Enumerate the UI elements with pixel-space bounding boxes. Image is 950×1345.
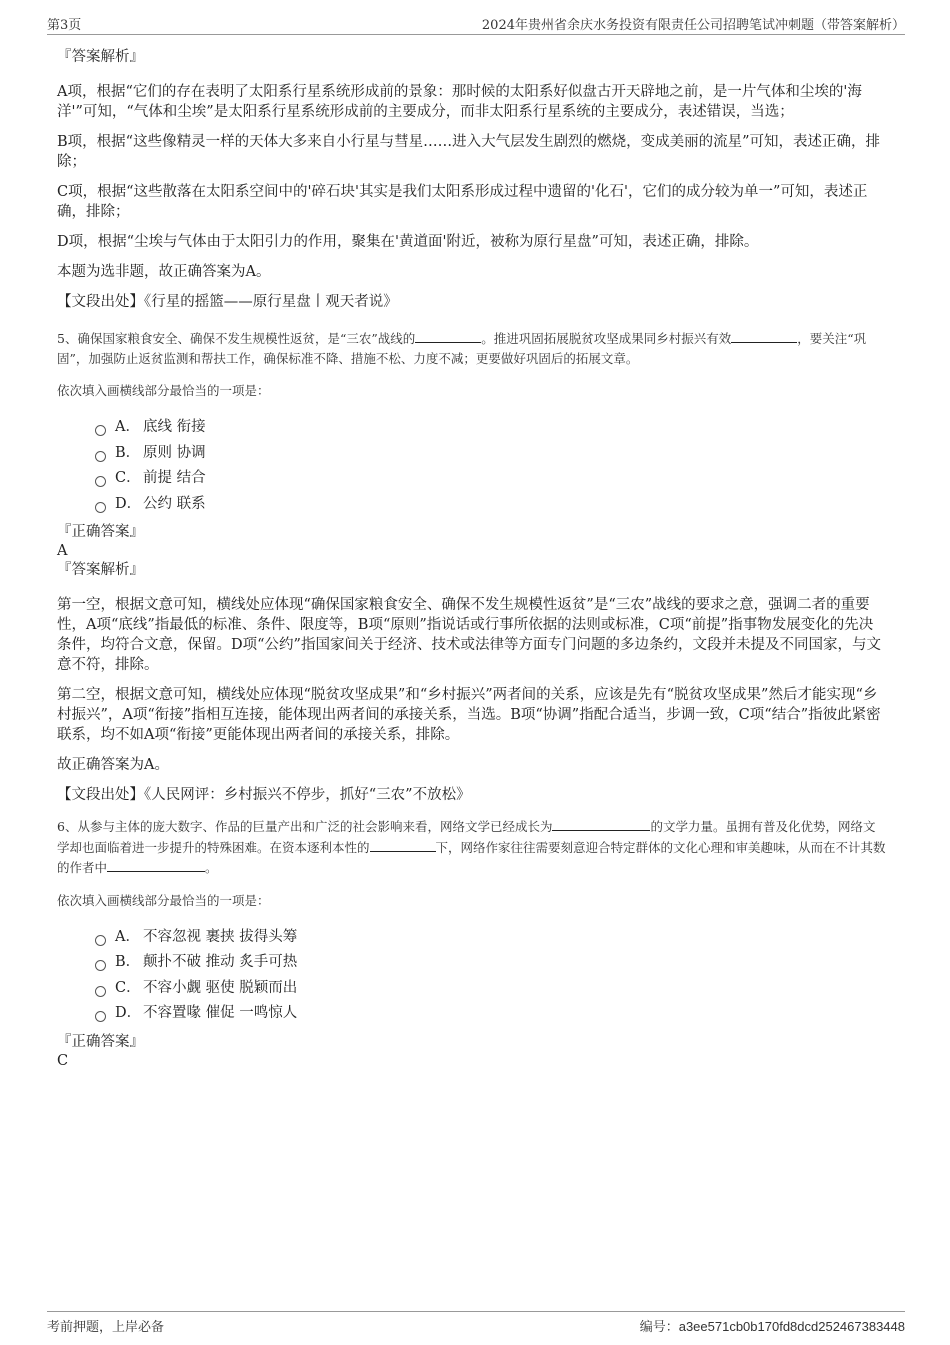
q5-options: [57, 415, 887, 517]
radio-icon[interactable]: [95, 986, 106, 997]
q6-answer-tag: 『正确答案』: [57, 1033, 144, 1050]
q6-options: [57, 925, 887, 1027]
q5-analysis-tag: 『答案解析』: [57, 562, 144, 578]
q6-blank-2: [370, 838, 436, 852]
page-number: 第3页: [47, 18, 82, 33]
q5-option-c[interactable]: C． 前提 结合: [95, 466, 887, 492]
page-header: [47, 14, 905, 35]
q6-option-a[interactable]: A． 不容忽视 裹挟 拔得头筹: [95, 925, 887, 951]
q6-prompt: 依次填入画横线部分最恰当的一项是：: [57, 892, 270, 908]
radio-icon[interactable]: [95, 1011, 106, 1022]
q4-analysis-d: D项，根据“尘埃与气体由于太阳引力的作用，聚集在'黄道面'附近，被称为原行星盘”可知，表述正确，排除。: [57, 234, 759, 250]
radio-icon[interactable]: [95, 502, 106, 513]
q4-analysis-b: B项，根据“这些像精灵一样的天体大多来自小行星与彗星……进入大气层发生剧烈的燃烧，变成美丽的流星”可知，表述正确，排除；: [57, 134, 880, 170]
q4-analysis-tag: 『答案解析』: [57, 49, 144, 65]
q6-answer: C: [57, 1052, 69, 1069]
q5-prompt: 依次填入画横线部分最恰当的一项是：: [57, 383, 270, 398]
q5-option-d[interactable]: D． 公约 联系: [95, 492, 887, 518]
radio-icon[interactable]: [95, 476, 106, 487]
q5-conclusion: 故正确答案为A。: [57, 757, 169, 773]
q5-blank-2: [731, 329, 797, 343]
q5-source: 【文段出处】《人民网评：乡村振兴不停步，抓好“三农”不放松》: [57, 787, 471, 803]
q4-analysis-a: A项，根据“它们的存在表明了太阳系行星系统形成前的景象：那时候的太阳系好似盘古开天辟地之前，是一片气体和尘埃的'海洋'”可知，“气体和尘埃”是太阳系行星系统形成前的主要成分，而非太阳系行星系统的主要成分，表述错误，当选；: [57, 84, 862, 120]
q5-blank-1: [415, 329, 481, 343]
q6-stem: 6、从参与主体的庞大数字、作品的巨量产出和广泛的社会影响来看，网络文学已经成长为 的文学力量。虽拥有普及化优势，网络文学却也面临着进一步提升的特殊困难。在资本逐利本性的 下，网络作家往往需要刻意迎合特定群体的文化心理和审美趣味，从而在不计其数的作者中 。: [57, 819, 886, 875]
q5-answer-tag: 『正确答案』: [57, 524, 144, 540]
radio-icon[interactable]: [95, 960, 106, 971]
radio-icon[interactable]: [95, 425, 106, 436]
radio-icon[interactable]: [95, 451, 106, 462]
q5-option-a[interactable]: A． 底线 衔接: [95, 415, 887, 441]
q5-analysis-1: 第一空，根据文意可知，横线处应体现“确保国家粮食安全、确保不发生规模性返贫”是“三农”战线的要求之意，强调二者的重要性，A项“底线”指最低的标准、条件、限度等，B项“原则”指说话或行事所依据的法则或标准，C项“前提”指事物发展变化的先决条件，均符合文意，保留。D项“公约”指国家间关于经济、技术或法律等方面专门问题的多边条约，文段并未提及不同国家，与文意不符，排除。: [57, 597, 881, 673]
q4-source: 【文段出处】《行星的摇篮——原行星盘丨观天者说》: [57, 294, 398, 310]
q5-analysis-2: 第二空，根据文意可知，横线处应体现“脱贫攻坚成果”和“乡村振兴”两者间的关系，应该是先有“脱贫攻坚成果”然后才能实现“乡村振兴”，A项“衔接”指相互连接，能体现出两者间的承接关系，当选。B项“协调”指配合适当，步调一致，C项“结合”指彼此紧密联系，均不如A项“衔接”更能体现出两者间的承接关系，排除。: [57, 687, 881, 743]
q6-option-d[interactable]: D． 不容置喙 催促 一鸣惊人: [95, 1001, 887, 1027]
q6-option-b[interactable]: B． 颠扑不破 推动 炙手可热: [95, 950, 887, 976]
radio-icon[interactable]: [95, 935, 106, 946]
q5-answer: A: [57, 543, 68, 559]
q6-blank-3: [107, 858, 205, 872]
page-footer: [47, 1311, 905, 1335]
q4-conclusion: 本题为选非题，故正确答案为A。: [57, 264, 271, 280]
q6-blank-1: [552, 817, 650, 831]
footer-slogan: 考前押题，上岸必备: [47, 1320, 165, 1335]
q4-analysis-c: C项，根据“这些散落在太阳系空间中的'碎石块'其实是我们太阳系形成过程中遗留的'化石'，它们的成分较为单一”可知，表述正确，排除；: [57, 184, 868, 220]
q5-option-b[interactable]: B． 原则 协调: [95, 441, 887, 467]
footer-serial: 编号：a3ee571cb0b170fd8dcd252467383448: [639, 1319, 905, 1335]
q6-option-c[interactable]: C． 不容小觑 驱使 脱颖而出: [95, 976, 887, 1002]
document-title: 2024年贵州省余庆水务投资有限责任公司招聘笔试冲刺题（带答案解析）: [481, 18, 905, 33]
q5-stem: 5、确保国家粮食安全、确保不发生规模性返贫，是“三农”战线的 。推进巩固拓展脱贫攻坚成果同乡村振兴有效 ，要关注“巩固”，加强防止返贫监测和帮扶工作，确保标准不降、措施不松、力度不减；更要做好巩固后的拓展文章。: [57, 331, 867, 366]
page-content: [57, 46, 887, 1071]
